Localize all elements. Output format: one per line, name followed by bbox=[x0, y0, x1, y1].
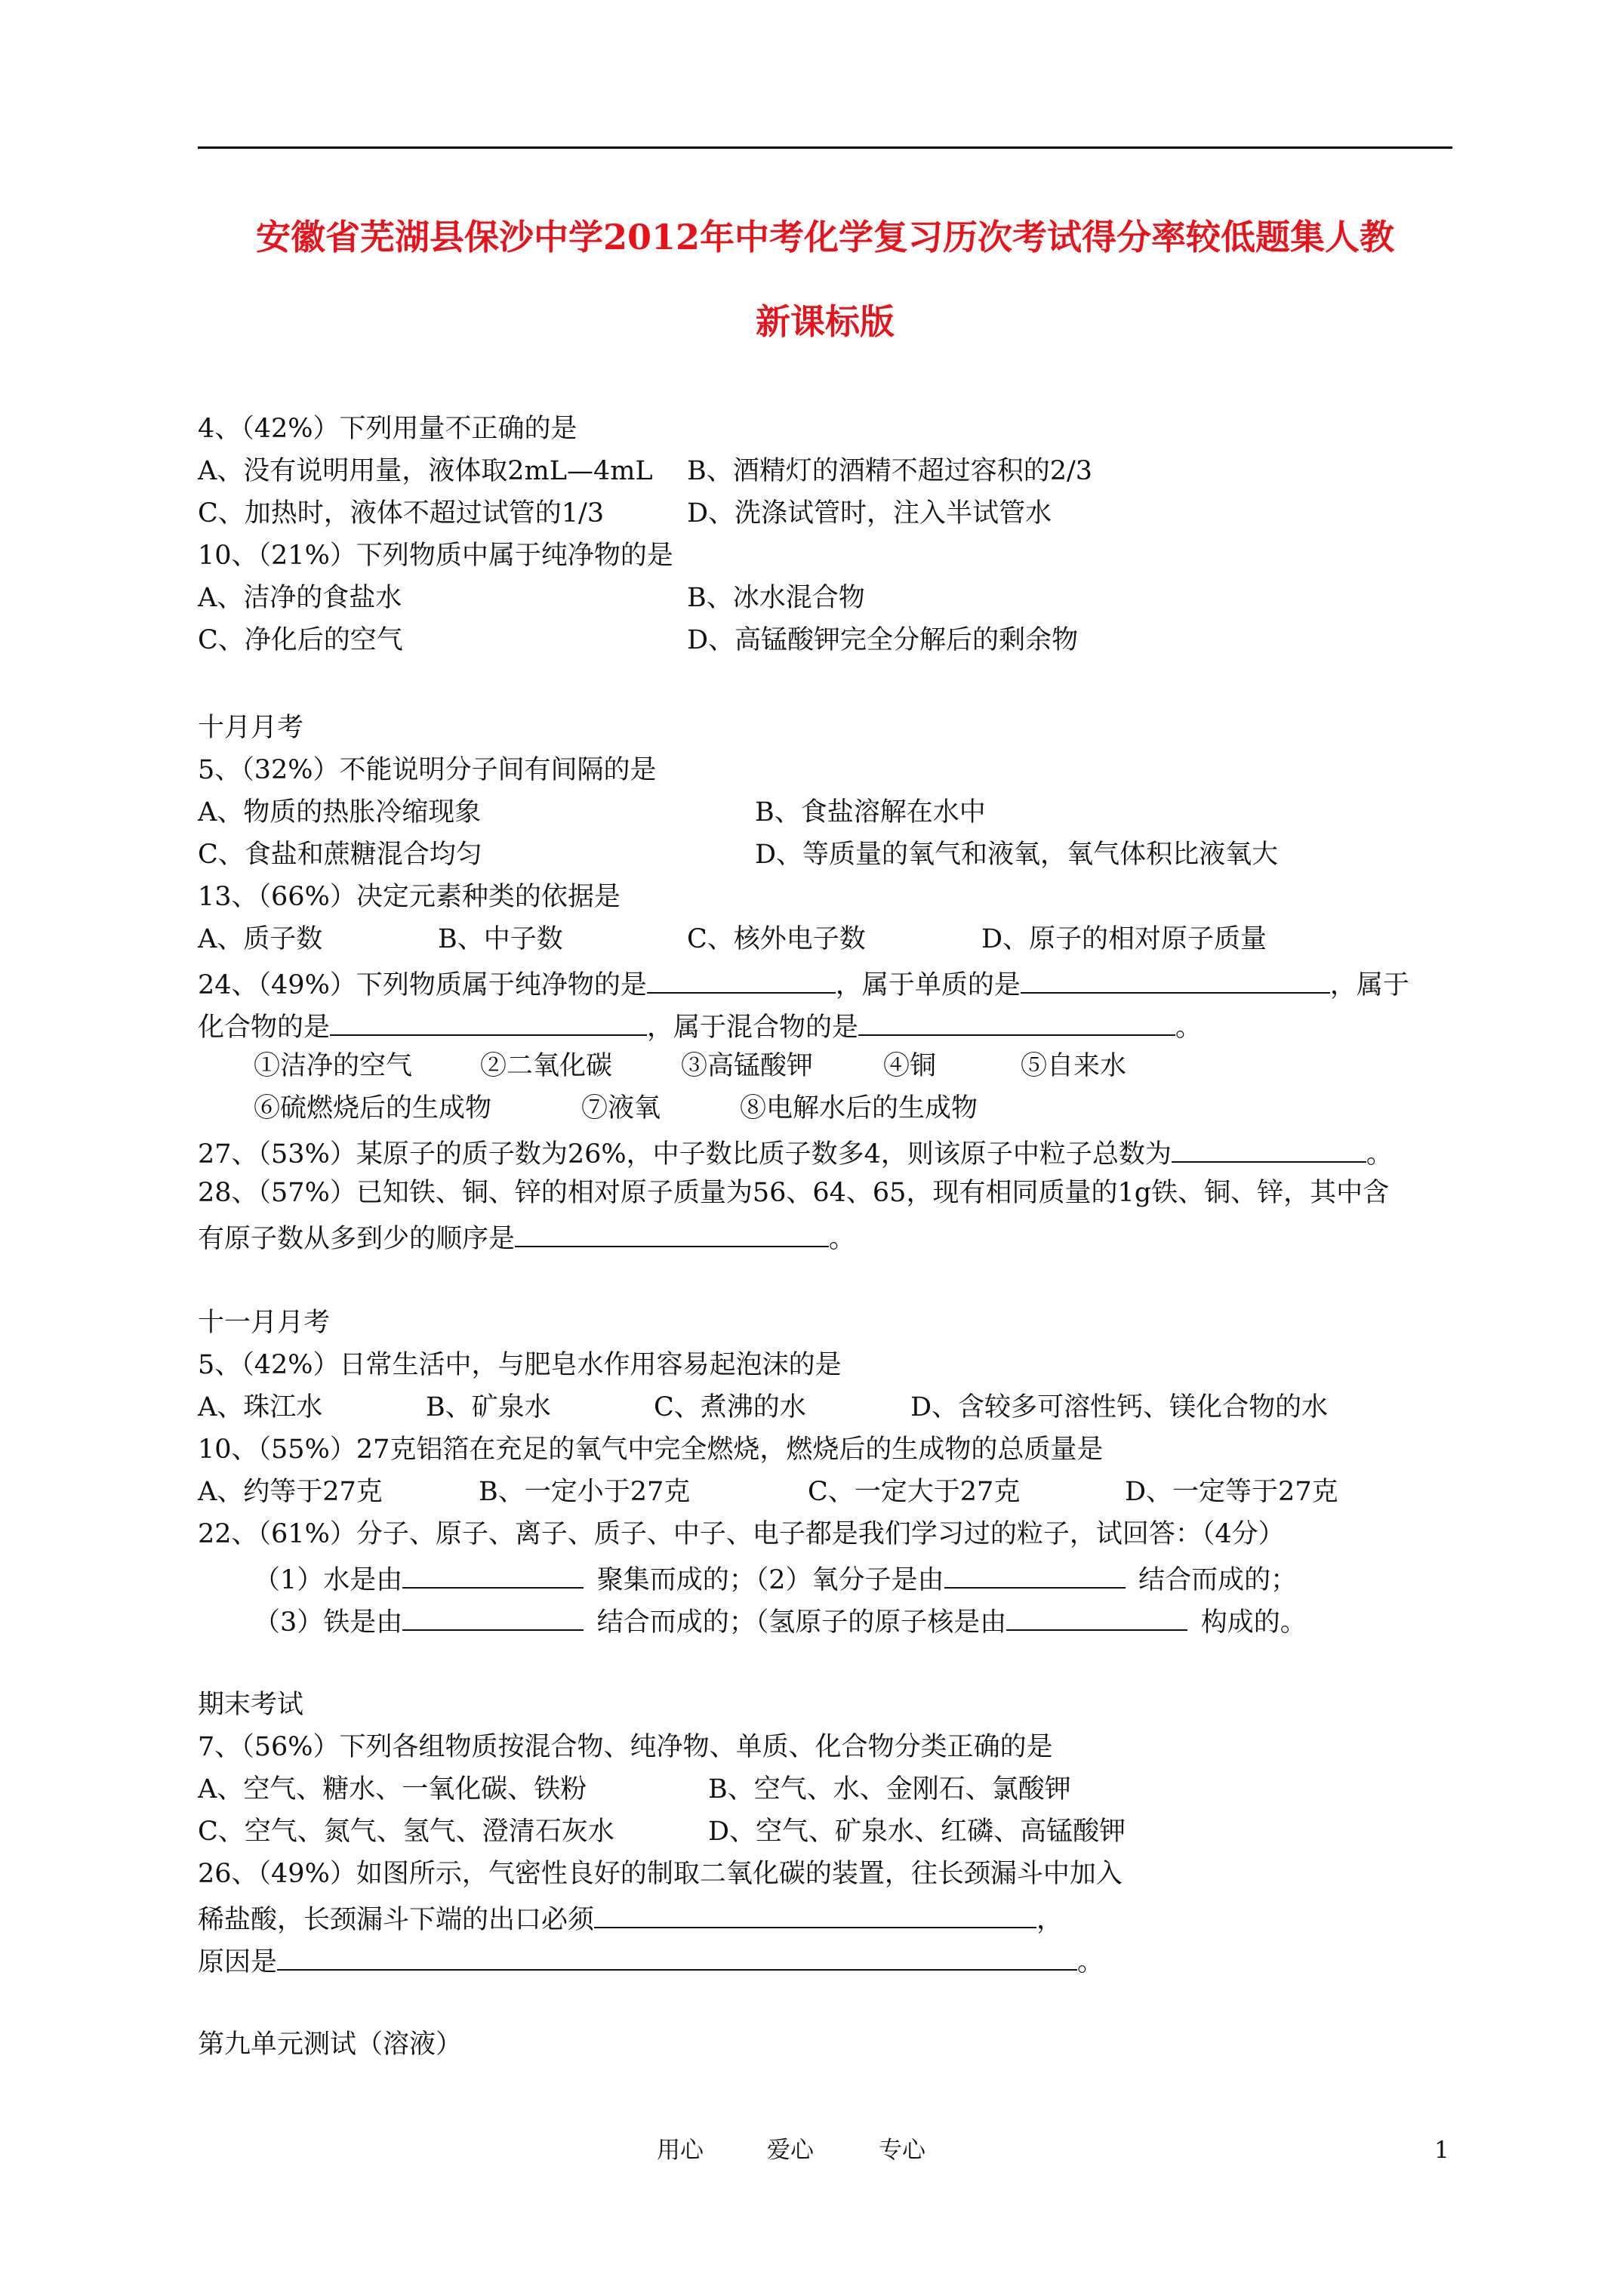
option-c: C、煮沸的水 bbox=[654, 1392, 806, 1422]
option-2: ②二氧化碳 bbox=[480, 1051, 613, 1081]
option-6: ⑥硫燃烧后的生成物 bbox=[254, 1093, 492, 1123]
question-28: 28、（57%）已知铁、铜、锌的相对原子质量为56、64、65，现有相同质量的1g铁、铜、锌，其中含 bbox=[198, 1178, 1390, 1208]
option-a: A、珠江水 bbox=[198, 1392, 323, 1422]
answer-blank[interactable] bbox=[402, 1560, 584, 1589]
doc-title-line2: 新课标版 bbox=[756, 301, 895, 342]
section-heading: 第九单元测试（溶液） bbox=[198, 2029, 463, 2060]
answer-blank[interactable] bbox=[330, 1007, 647, 1036]
option-a: A、没有说明用量，液体取2mL—4mL bbox=[198, 456, 653, 486]
footer-word: 专心 bbox=[879, 2137, 925, 2164]
section-heading: 十一月月考 bbox=[198, 1308, 331, 1338]
option-b: B、空气、水、金刚石、氯酸钾 bbox=[708, 1774, 1071, 1804]
question-5: 5、（42%）日常生活中，与肥皂水作用容易起泡沫的是 bbox=[198, 1350, 842, 1380]
answer-blank[interactable] bbox=[944, 1560, 1126, 1589]
answer-blank[interactable] bbox=[858, 1007, 1175, 1036]
answer-blank[interactable] bbox=[1021, 965, 1330, 994]
option-d: D、原子的相对原子质量 bbox=[981, 924, 1267, 954]
answer-blank[interactable] bbox=[647, 965, 836, 994]
option-b: B、矿泉水 bbox=[426, 1392, 551, 1422]
option-d: D、空气、矿泉水、红磷、高锰酸钾 bbox=[708, 1817, 1126, 1847]
option-a: A、空气、糖水、一氧化碳、铁粉 bbox=[198, 1774, 587, 1804]
question-24: 24、（49%）下列物质属于纯净物的是 ，属于单质的是 ，属于 bbox=[198, 965, 1409, 1002]
option-c: C、净化后的空气 bbox=[198, 625, 403, 655]
answer-blank[interactable] bbox=[1006, 1602, 1187, 1631]
question-22-parts: （3）铁是由 结合而成的；（氢原子的原子核是由 构成的。 bbox=[254, 1602, 1307, 1639]
option-b: B、中子数 bbox=[438, 924, 563, 954]
option-7: ⑦液氧 bbox=[581, 1093, 661, 1123]
question-10: 10、（21%）下列物质中属于纯净物的是 bbox=[198, 541, 673, 571]
option-c: C、加热时，液体不超过试管的1/3 bbox=[198, 498, 605, 529]
question-13: 13、（66%）决定元素种类的依据是 bbox=[198, 882, 621, 912]
answer-blank[interactable] bbox=[594, 1900, 1036, 1928]
answer-blank[interactable] bbox=[277, 1942, 1077, 1971]
question-5: 5、（32%）不能说明分子间有间隔的是 bbox=[198, 755, 657, 785]
question-26-cont: 原因是 。 bbox=[198, 1942, 1104, 1979]
option-8: ⑧电解水后的生成物 bbox=[740, 1093, 978, 1123]
option-5: ⑤自来水 bbox=[1021, 1051, 1127, 1081]
question-22-parts: （1）水是由 聚集而成的；（2）氧分子是由 结合而成的； bbox=[254, 1560, 1297, 1597]
option-d: D、含较多可溶性钙、镁化合物的水 bbox=[910, 1392, 1329, 1422]
question-27: 27、（53%）某原子的质子数为26%，中子数比质子数多4，则该原子中粒子总数为 。 bbox=[198, 1134, 1393, 1171]
option-a: A、物质的热胀冷缩现象 bbox=[198, 797, 482, 827]
option-d: D、洗涤试管时，注入半试管水 bbox=[687, 498, 1052, 529]
option-b: B、冰水混合物 bbox=[687, 583, 865, 613]
option-a: A、约等于27克 bbox=[198, 1477, 383, 1507]
answer-blank[interactable] bbox=[402, 1602, 584, 1631]
option-b: B、酒精灯的酒精不超过容积的2/3 bbox=[687, 456, 1093, 486]
question-7: 7、（56%）下列各组物质按混合物、纯净物、单质、化合物分类正确的是 bbox=[198, 1732, 1053, 1762]
answer-blank[interactable] bbox=[1172, 1134, 1366, 1163]
answer-blank[interactable] bbox=[515, 1219, 829, 1247]
option-a: A、质子数 bbox=[198, 924, 323, 954]
question-4: 4、（42%）下列用量不正确的是 bbox=[198, 414, 577, 444]
option-c: C、空气、氮气、氢气、澄清石灰水 bbox=[198, 1817, 614, 1847]
footer-word: 爱心 bbox=[767, 2137, 814, 2164]
question-26-cont: 稀盐酸，长颈漏斗下端的出口必须 ， bbox=[198, 1900, 1063, 1937]
option-c: C、一定大于27克 bbox=[808, 1477, 1021, 1507]
option-1: ①洁净的空气 bbox=[254, 1051, 413, 1081]
option-b: B、一定小于27克 bbox=[479, 1477, 691, 1507]
section-heading: 期末考试 bbox=[198, 1690, 304, 1720]
question-26: 26、（49%）如图所示，气密性良好的制取二氧化碳的装置，往长颈漏斗中加入 bbox=[198, 1859, 1123, 1889]
footer-word: 用心 bbox=[657, 2137, 704, 2164]
option-d: D、等质量的氧气和液氧，氧气体积比液氧大 bbox=[755, 840, 1279, 870]
option-b: B、食盐溶解在水中 bbox=[755, 797, 986, 827]
question-24-cont: 化合物的是 ，属于混合物的是 。 bbox=[198, 1007, 1202, 1044]
option-a: A、洁净的食盐水 bbox=[198, 583, 402, 613]
doc-title-line1: 安徽省芜湖县保沙中学2012年中考化学复习历次考试得分率较低题集人教 bbox=[255, 217, 1395, 257]
option-3: ③高锰酸钾 bbox=[681, 1051, 814, 1081]
page-number: 1 bbox=[1434, 2137, 1449, 2164]
option-4: ④铜 bbox=[883, 1051, 937, 1081]
option-d: D、高锰酸钾完全分解后的剩余物 bbox=[687, 625, 1079, 655]
option-c: C、食盐和蔗糖混合均匀 bbox=[198, 840, 482, 870]
question-28-cont: 有原子数从多到少的顺序是 。 bbox=[198, 1219, 855, 1256]
question-22: 22、（61%）分子、原子、离子、质子、中子、电子都是我们学习过的粒子，试回答：（4分） bbox=[198, 1519, 1285, 1549]
section-heading: 十月月考 bbox=[198, 713, 304, 743]
option-c: C、核外电子数 bbox=[687, 924, 866, 954]
option-d: D、一定等于27克 bbox=[1125, 1477, 1338, 1507]
header-rule bbox=[198, 146, 1452, 149]
question-10: 10、（55%）27克铝箔在充足的氧气中完全燃烧，燃烧后的生成物的总质量是 bbox=[198, 1435, 1104, 1465]
